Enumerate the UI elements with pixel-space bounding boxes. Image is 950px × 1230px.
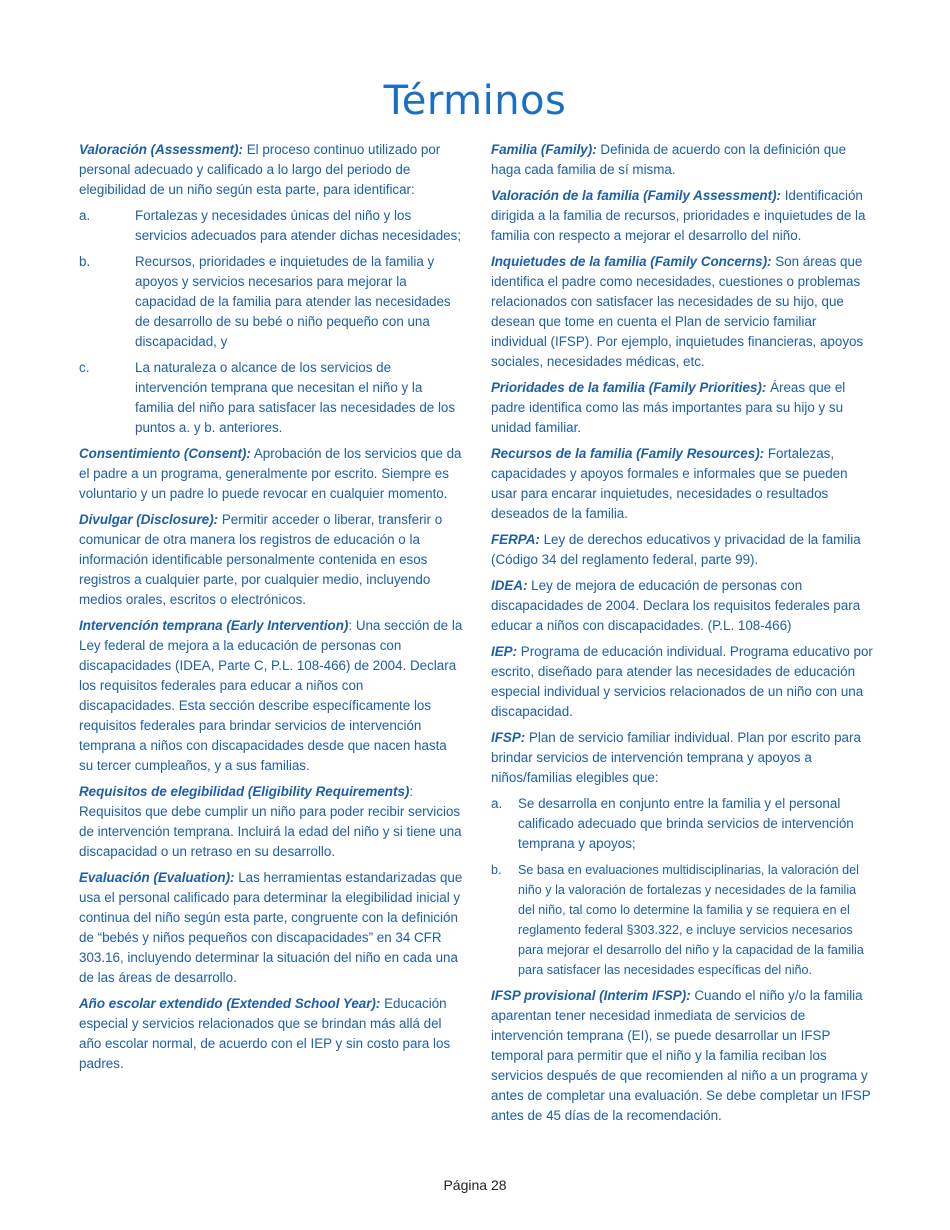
list-marker: b. (491, 863, 502, 877)
list-item (79, 358, 463, 438)
term-label: Consentimiento (Consent): (79, 446, 251, 461)
list-item-text: Recursos, prioridades e inquietudes de la familia y apoyos y servicios necesarios para mejorar la capacidad de la familia para atender las necesidades de desarrollo de su bebé o niño pequeño con una discapacidad, y (135, 254, 451, 349)
term-label: Familia (Family): (491, 142, 597, 157)
list-item-text: Fortalezas y necesidades únicas del niño y los servicios adecuados para atender dichas necesidades; (135, 208, 462, 243)
term-entry-ifsp (491, 728, 875, 788)
term-definition: Aprobación de los servicios que da el padre a un programa, generalmente por escrito. Siempre es voluntario y un padre lo puede revocar en cualquier momento. (79, 446, 462, 501)
term-entry-iep (491, 642, 875, 722)
list-item (491, 860, 875, 980)
term-label: Inquietudes de la familia (Family Concerns): (491, 254, 772, 269)
term-entry-interim-ifsp (491, 986, 875, 1126)
term-definition: Cuando el niño y/o la familia aparentan tener necesidad inmediata de servicios de intervención temprana (EI), se puede desarrollar un IFSP temporal para permitir que el niño y la familia reciban los servicios después de que recomienden al niño a un programa y antes de completar una evaluación. Se debe completar un IFSP antes de 45 días de la recomendación. (491, 988, 871, 1123)
term-entry-evaluation (79, 868, 463, 988)
list-marker: c. (79, 360, 90, 375)
list-marker: a. (79, 208, 91, 223)
term-definition: Áreas que el padre identifica como las más importantes para su hijo y su unidad familiar. (491, 380, 846, 435)
list-marker: b. (79, 254, 91, 269)
term-definition: Programa de educación individual. Programa educativo por escrito, diseñado para atender las necesidades de educación especial individual y servicios relacionados de un niño con una discapacidad. (491, 644, 873, 719)
term-definition: Educación especial y servicios relacionados que se brindan más allá del año escolar normal, de acuerdo con el IEP y sin costo para los padres. (79, 996, 451, 1071)
ifsp-list-condensed (491, 860, 875, 980)
term-definition: El proceso continuo utilizado por personal adecuado y calificado a lo largo del periodo de elegibilidad de un niño según esta parte, para identificar: (79, 142, 441, 197)
left-column (79, 140, 463, 1080)
term-entry-eligibility (79, 782, 463, 862)
list-item (79, 206, 463, 246)
term-label: Valoración de la familia (Family Assessment): (491, 188, 781, 203)
term-definition: Las herramientas estandarizadas que usa el personal calificado para determinar la elegibilidad inicial y continua del niño según esta parte, congruente con la definición de “bebés y niños pequeños con discapacidades” en 34 CFR 303.16, incluyendo determinar la situación del niño en cada una de las áreas de desarrollo. (79, 870, 463, 985)
term-entry-family-assessment (491, 186, 875, 246)
list-item (79, 252, 463, 352)
term-label: Valoración (Assessment): (79, 142, 243, 157)
term-definition: Ley de mejora de educación de personas con discapacidades de 2004. Declara los requisitos federales para educar a niños con discapacidades. (P.L. 108-466) (491, 578, 861, 633)
term-label: Recursos de la familia (Family Resources): (491, 446, 765, 461)
term-entry-disclosure (79, 510, 463, 610)
term-entry-family-resources (491, 444, 875, 524)
term-definition: Definida de acuerdo con la definición que haga cada familia de sí misma. (491, 142, 847, 177)
term-label: IFSP provisional (Interim IFSP): (491, 988, 691, 1003)
term-label: Intervención temprana (Early Intervention) (79, 618, 349, 633)
term-entry-early-intervention (79, 616, 463, 776)
term-entry-idea (491, 576, 875, 636)
term-definition: Permitir acceder o liberar, transferir o comunicar de otra manera los registros de educación o la información identificable personalmente contenida en esos registros a cualquier parte, por cualquier medio, incluyendo medios orales, escritos o electrónicos. (79, 512, 443, 607)
term-label: FERPA: (491, 532, 540, 547)
term-entry-assessment (79, 140, 463, 200)
list-item-text: La naturaleza o alcance de los servicios de intervención temprana que necesitan el niño y la familia del niño para satisfacer las necesidades de los puntos a. y b. anteriores. (135, 360, 456, 435)
list-item-text: Se desarrolla en conjunto entre la familia y el personal calificado adecuado que brinda servicios de intervención temprana y apoyos; (518, 796, 854, 851)
list-marker: a. (491, 796, 503, 811)
term-label: Año escolar extendido (Extended School Year): (79, 996, 381, 1011)
list-item-text: Se basa en evaluaciones multidisciplinarias, la valoración del niño y la valoración de fortalezas y necesidades de la familia del niño, tal como lo determine la familia y se requiera en el reglamento federal §303.322, e incluye servicios necesarios para mejorar el desarrollo del niño y la capacidad de la familia para satisfacer las necesidades específicas del niño. (518, 863, 864, 977)
page-title: Términos (383, 78, 567, 124)
term-label: Requisitos de elegibilidad (Eligibility Requirements) (79, 784, 410, 799)
term-definition: Ley de derechos educativos y privacidad de la familia (Código 34 del reglamento federal, parte 99). (491, 532, 861, 567)
term-definition: Fortalezas, capacidades y apoyos formales e informales que se pueden usar para encarar inquietudes, necesidades o resultados deseados de la familia. (491, 446, 848, 521)
term-label: IFSP: (491, 730, 526, 745)
term-entry-ferpa (491, 530, 875, 570)
term-entry-family-priorities (491, 378, 875, 438)
ifsp-list (491, 794, 875, 854)
term-label: Prioridades de la familia (Family Priorities): (491, 380, 767, 395)
term-label: Evaluación (Evaluation): (79, 870, 235, 885)
term-entry-family-concerns (491, 252, 875, 372)
term-definition: Plan de servicio familiar individual. Plan por escrito para brindar servicios de intervención temprana y apoyos a niños/familias elegibles que: (491, 730, 861, 785)
term-label: IDEA: (491, 578, 528, 593)
term-definition: Identificación dirigida a la familia de recursos, prioridades e inquietudes de la familia con respecto a mejorar el desarrollo del niño. (491, 188, 866, 243)
term-definition: : Una sección de la Ley federal de mejora a la educación de personas con discapacidades (IDEA, Parte C, P.L. 108-466) de 2004. Declara los requisitos federales para educar a niños con discapacidades. Esta sección describe específicamente los requisitos federales para brindar servicios de intervención temprana a niños con discapacidades desde que nacen hasta su tercer cumpleaños, y a sus familias. (79, 618, 463, 773)
page-number: Página 28 (443, 1177, 507, 1193)
list-item (491, 794, 875, 854)
assessment-list (79, 206, 463, 438)
term-entry-extended-school-year (79, 994, 463, 1074)
right-column (491, 140, 875, 1132)
term-entry-consent (79, 444, 463, 504)
term-entry-family (491, 140, 875, 180)
term-definition: Son áreas que identifica el padre como necesidades, cuestiones o problemas relacionados con satisfacer las necesidades de su hijo, que desean que tome en cuenta el Plan de servicio familiar individual (IFSP). Por ejemplo, inquietudes financieras, apoyos sociales, necesidades médicas, etc. (491, 254, 864, 369)
term-label: IEP: (491, 644, 518, 659)
term-definition: : Requisitos que debe cumplir un niño para poder recibir servicios de intervención temprana. Incluirá la edad del niño y si tiene una discapacidad o un retraso en su desarrollo. (79, 784, 462, 859)
term-label: Divulgar (Disclosure): (79, 512, 219, 527)
